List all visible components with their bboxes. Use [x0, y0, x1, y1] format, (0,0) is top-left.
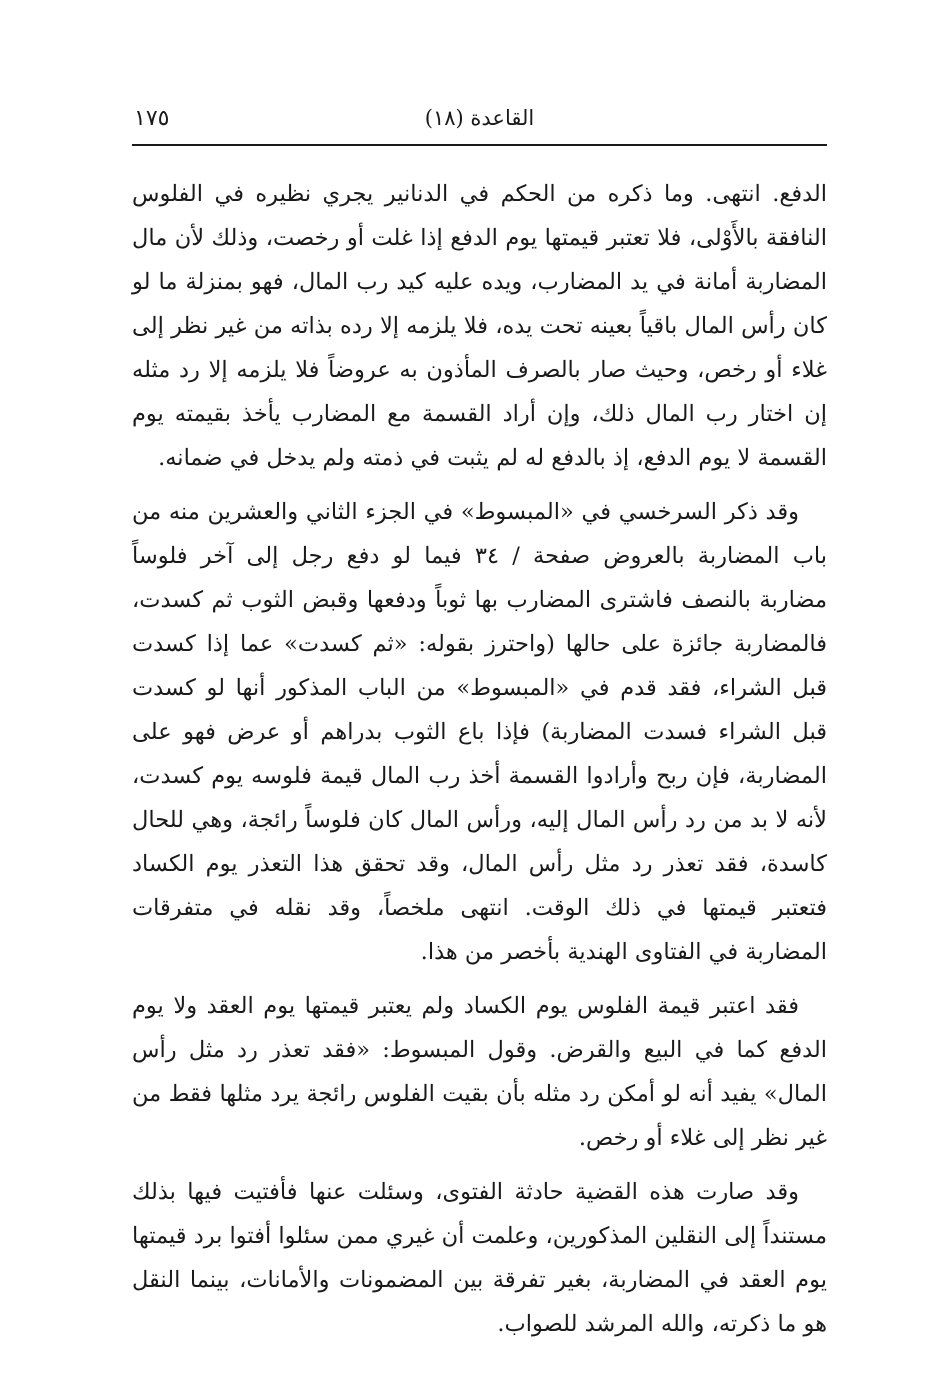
page-number: ١٧٥	[134, 106, 170, 131]
paragraph-3: فقد اعتبر قيمة الفلوس يوم الكساد ولم يعتبر قيمتها يوم العقد ولا يوم الدفع كما في البيع والقرض. وقول المبسوط: «فقد تعذر رد مثل رأس المال» يفيد أنه لو أمكن رد مثله بأن بقيت الفلوس رائجة يرد مثلها فقط من غير نظر إلى غلاء أو رخص.	[132, 993, 827, 1151]
paragraph-1: الدفع. انتهى. وما ذكره من الحكم في الدنانير يجري نظيره في الفلوس النافقة بالأَوْلى، فلا تعتبر قيمتها يوم الدفع إذا غلت أو رخصت، وذلك لأن مال المضاربة أمانة في يد المضارب، ويده عليه كيد رب المال، فهو بمنزلة ما لو كان رأس المال باقياً بعينه تحت يده، فلا يلزمه إلا رده بذاته من غير نظر إلى غلاء أو رخص، وحيث صار بالصرف المأذون به عروضاً فلا يلزمه إلا رد مثله إن اختار رب المال ذلك، وإن أراد القسمة مع المضارب يأخذ بقيمته يوم القسمة لا يوم الدفع، إذ بالدفع له لم يثبت في ذمته ولم يدخل في ضمانه.	[132, 181, 827, 471]
page-header	[132, 100, 827, 146]
page-body	[132, 172, 827, 1356]
paragraph-2: وقد ذكر السرخسي في «المبسوط» في الجزء الثاني والعشرين منه من باب المضاربة بالعروض صفحة / ٣٤ فيما لو دفع رجل إلى آخر فلوساً مضاربة بالنصف فاشترى المضارب بها ثوباً ودفعها وقبض الثوب ثم كسدت، فالمضاربة جائزة على حالها (واحترز بقوله: «ثم كسدت» عما إذا كسدت قبل الشراء، فقد قدم في «المبسوط» من الباب المذكور أنها لو كسدت قبل الشراء فسدت المضاربة) فإذا باع الثوب بدراهم أو عرض فهو على المضاربة، فإن ربح وأرادوا القسمة أخذ رب المال قيمة فلوسه يوم كسدت، لأنه لا بد من رد رأس المال إليه، ورأس المال كان فلوساً رائجة، وهي للحال كاسدة، فقد تعذر رد مثل رأس المال، وقد تحقق هذا التعذر يوم الكساد فتعتبر قيمتها في ذلك الوقت. انتهى ملخصاً، وقد نقله في متفرقات المضاربة في الفتاوى الهندية بأخصر من هذا.	[132, 499, 827, 965]
paragraph-4: وقد صارت هذه القضية حادثة الفتوى، وسئلت عنها فأفتيت فيها بذلك مستنداً إلى النقلين المذكورين، وعلمت أن غيري ممن سئلوا أفتوا برد قيمتها يوم العقد في المضاربة، بغير تفرقة بين المضمونات والأمانات، بينما النقل هو ما ذكرته، والله المرشد للصواب.	[131, 1179, 827, 1337]
running-title: القاعدة (١٨)	[424, 106, 535, 130]
